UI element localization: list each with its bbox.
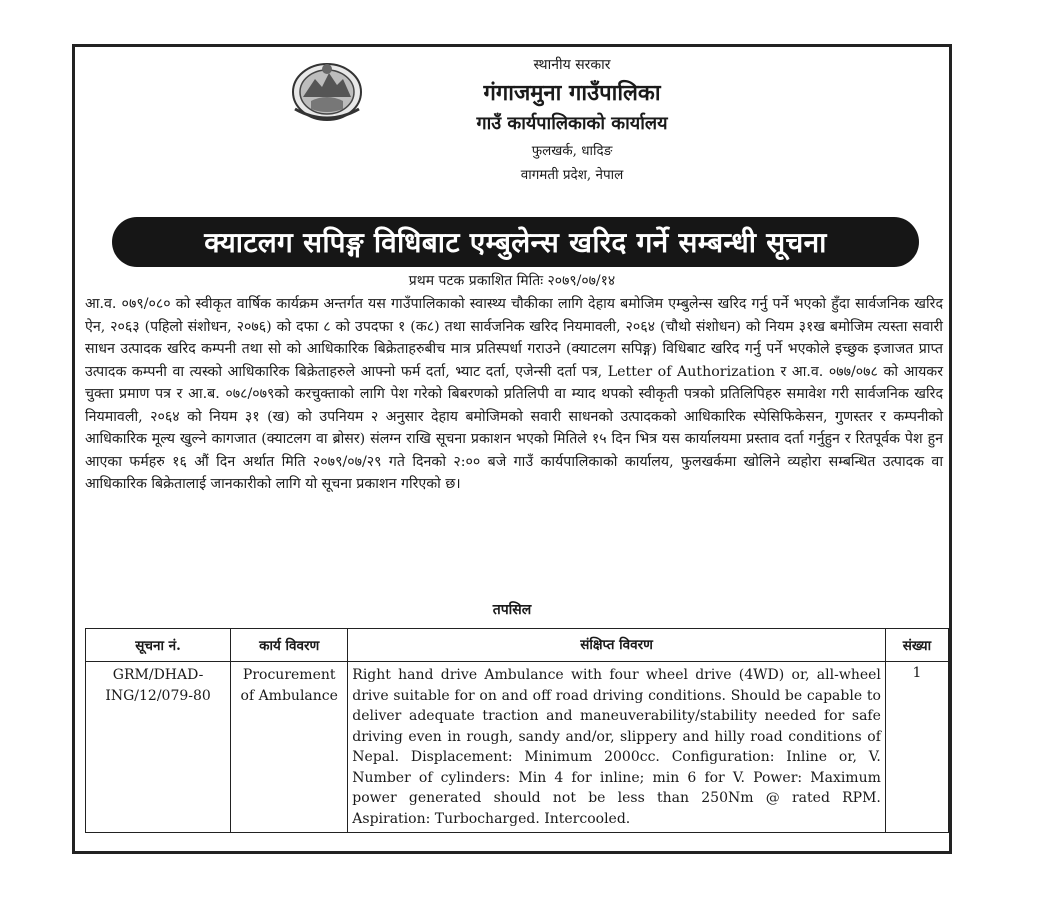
quantity-cell: 1 bbox=[885, 662, 948, 833]
municipality-name: गंगाजमुना गाउँपालिका bbox=[483, 80, 661, 106]
column-header-notice-no: सूचना नं. bbox=[86, 629, 231, 662]
notice-body: आ.व. ०७९/०८० को स्वीकृत वार्षिक कार्यक्रम अन्तर्गत यस गाउँपालिकाको स्वास्थ्य चौकीका लागि देहाय बमोजिम एम्बुलेन्स खरिद गर्नु पर्ने भएको हुँदा सार्वजनिक खरिद ऐन, २०६३ (पहिलो संशोधन, २०७६) को दफा ८ को उपदफा १ (क८) तथा सार्वजनिक खरिद नियमावली, २०६४ (चौथो संशोधन) को नियम ३१ख बमोजिम त्यस्ता सवारी साधन उत्पादक खरिद कम्पनी तथा सो को आधिकारिक बिक्रेताहरुबीच मात्र प्रतिस्पर्धा गराउने (क्याटलग सपिङ्ग) विधिबाट खरिद गर्नु पर्ने भएकोले इच्छुक इजाजत प्राप्त उत्पादक कम्पनी वा त्यस्को आधिकारिक बिक्रेताहरुले आफ्नो फर्म दर्ता, भ्याट दर्ता, एजेन्सी दर्ता पत्र, Letter of Authorization र आ.व. ०७७/०७८ को आयकर चुक्ता प्रमाण पत्र र आ.ब. ०७८/०७९को करचुक्ताको लागि पेश गरेको बिबरणको प्रतिलिपी वा म्याद थपको स्वीकृती पत्रको प्रतिलिपिहरु समावेश गरी सार्वजनिक खरिद नियमावली, २०६४ को नियम ३१ (ख) को उपनियम २ अनुसार देहाय बमोजिमको सवारी साधनको उत्पादकको आधिकारिक स्पेसिफिकेसन, गुणस्तर र कम्पनीको आधिकारिक मूल्य खुल्ने कागजात (क्याटलग वा ब्रोसर) संलग्न राखि सूचना प्रकाशन भएको मितिले १५ दिन भित्र यस कार्यालयमा प्रस्ताव दर्ता गर्नुहुन र रितपूर्वक पेश हुन आएका फर्महरु १६ औं दिन अर्थात मिति २०७९/०७/२९ गते दिनको २:०० बजे गाउँ कार्यपालिकाको कार्यालय, फुलखर्कमा खोलिने व्यहोरा सम्बन्धित उत्पादक वा आधिकारिक बिक्रेतालाई जानकारीको लागि यो सूचना प्रकाशन गरिएको छ। bbox=[85, 296, 943, 492]
address-line-2: वागमती प्रदेश, नेपाल bbox=[520, 167, 624, 183]
procurement-table bbox=[85, 628, 949, 833]
column-header-work: कार्य विवरण bbox=[231, 629, 348, 662]
table-header-row bbox=[86, 629, 949, 662]
column-header-description: संक्षिप्त विवरण bbox=[348, 629, 886, 662]
notice-frame bbox=[72, 44, 952, 854]
description-cell: Right hand drive Ambulance with four wheel drive (4WD) or, all-wheel drive suitable for on and off road driving conditions. Should be capable to deliver adequate traction and maneuverability/stability needed for safe driving even in rough, sandy and/or, slippery and hilly road conditions of Nepal. Displacement: Minimum 2000cc. Configuration: Inline or, V. Number of cylinders: Min 4 for inline; min 6 for V. Power: Maximum power generated should not be less than 250Nm @ rated RPM. Aspiration: Turbocharged. Intercooled. bbox=[348, 662, 886, 833]
schedule-title: तपसिल bbox=[492, 602, 532, 618]
government-label: स्थानीय सरकार bbox=[533, 57, 611, 73]
notice-title-banner bbox=[112, 217, 919, 267]
address-line-1: फुलखर्क, धादिङ bbox=[531, 143, 613, 159]
column-header-quantity: संख्या bbox=[885, 629, 948, 662]
publish-date: प्रथम पटक प्रकाशित मितिः २०७९/०७/१४ bbox=[408, 273, 616, 289]
notice-number-cell: GRM/DHAD-ING/12/079-80 bbox=[86, 662, 231, 833]
work-cell: Procurement of Ambulance bbox=[231, 662, 348, 833]
table-row bbox=[86, 662, 949, 833]
office-name: गाउँ कार्यपालिकाको कार्यालय bbox=[476, 113, 668, 134]
notice-title: क्याटलग सपिङ्ग विधिबाट एम्बुलेन्स खरिद गर्ने सम्बन्धी सूचना bbox=[204, 226, 827, 259]
